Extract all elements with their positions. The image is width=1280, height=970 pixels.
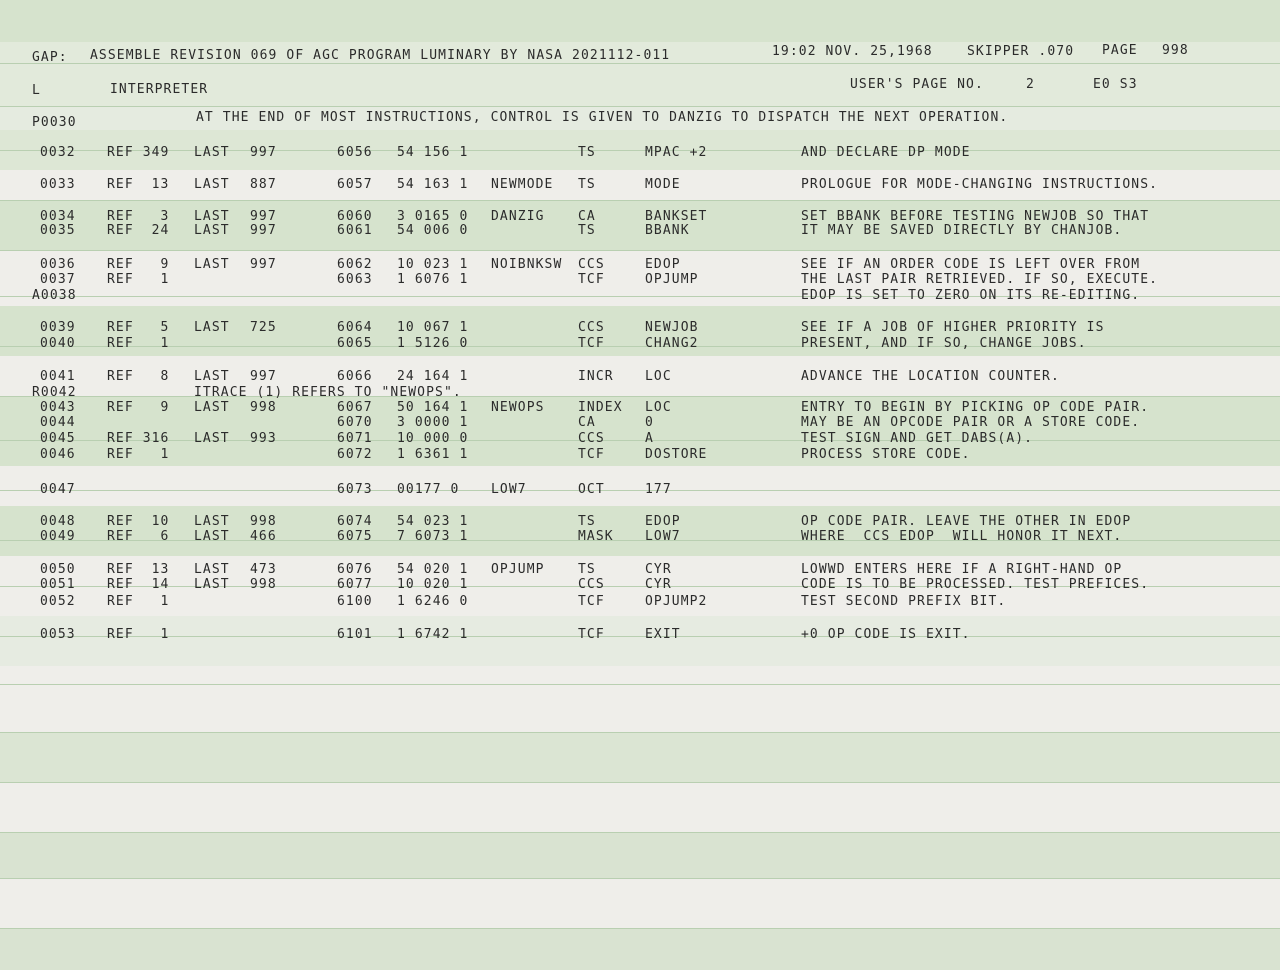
opcode: TCF [578,594,605,609]
symbol-label: NEWMODE [491,177,554,192]
opcode: TS [578,145,596,160]
address: 6100 [337,594,373,609]
address: 6057 [337,177,373,192]
ref-count: REF 9 [107,257,170,272]
operand: OPJUMP2 [645,594,708,609]
last-page: 998 [250,400,277,415]
header-l: L [32,83,41,98]
ref-count: REF 5 [107,320,170,335]
opcode: TCF [578,627,605,642]
opcode: TCF [578,272,605,287]
opcode: INDEX [578,400,623,415]
ref-count: REF 1 [107,627,170,642]
opcode: CA [578,415,596,430]
comment: SEE IF A JOB OF HIGHER PRIORITY IS [801,320,1105,335]
address: 6072 [337,447,373,462]
comment: LOWWD ENTERS HERE IF A RIGHT-HAND OP [801,562,1123,577]
sequence-number: 0051 [40,577,76,592]
address: 6076 [337,562,373,577]
opcode: OCT [578,482,605,497]
sequence-number: 0037 [40,272,76,287]
last-label: LAST [194,145,230,160]
object-code: 54 006 0 [397,223,469,238]
ref-count: REF 3 [107,209,170,224]
opcode: TS [578,514,596,529]
last-label: LAST [194,514,230,529]
ref-count: REF 14 [107,577,170,592]
comment: OP CODE PAIR. LEAVE THE OTHER IN EDOP [801,514,1132,529]
remark-text: AT THE END OF MOST INSTRUCTIONS, CONTROL IS GIVEN TO DANZIG TO DISPATCH THE NEXT OPERATION. [196,110,1009,125]
address: 6060 [337,209,373,224]
section-title: INTERPRETER [110,82,209,97]
sequence-number: 0053 [40,627,76,642]
operand: 0 [645,415,654,430]
comment: IT MAY BE SAVED DIRECTLY BY CHANJOB. [801,223,1123,238]
operand: LOC [645,400,672,415]
sequence-number: 0039 [40,320,76,335]
operand: CYR [645,577,672,592]
last-label: LAST [194,562,230,577]
header-eo: E0 S3 [1093,77,1138,92]
opcode: CA [578,209,596,224]
last-page: 725 [250,320,277,335]
object-code: 54 023 1 [397,514,469,529]
opcode: CCS [578,577,605,592]
address: 6064 [337,320,373,335]
comment: THE LAST PAIR RETRIEVED. IF SO, EXECUTE. [801,272,1159,287]
operand: LOW7 [645,529,681,544]
opcode: CCS [578,320,605,335]
comment: ADVANCE THE LOCATION COUNTER. [801,369,1060,384]
operand: A [645,431,654,446]
sequence-number: 0033 [40,177,76,192]
operand: 177 [645,482,672,497]
last-page: 993 [250,431,277,446]
comment: MAY BE AN OPCODE PAIR OR A STORE CODE. [801,415,1141,430]
last-page: 997 [250,369,277,384]
last-page: 997 [250,223,277,238]
last-page: 997 [250,257,277,272]
sequence-number: 0044 [40,415,76,430]
last-page: 998 [250,514,277,529]
address: 6066 [337,369,373,384]
symbol-label: OPJUMP [491,562,545,577]
ref-count: REF 13 [107,562,170,577]
object-code: 1 5126 0 [397,336,469,351]
last-label: LAST [194,529,230,544]
ref-count: REF 1 [107,336,170,351]
object-code: 54 020 1 [397,562,469,577]
operand: BBANK [645,223,690,238]
sequence-number: 0047 [40,482,76,497]
object-code: 10 000 0 [397,431,469,446]
last-page: 997 [250,209,277,224]
address: 6062 [337,257,373,272]
header-page-number: 998 [1162,43,1189,58]
address: 6077 [337,577,373,592]
sequence-number: 0046 [40,447,76,462]
opcode: CCS [578,257,605,272]
opcode: CCS [578,431,605,446]
last-label: LAST [194,431,230,446]
sequence-number: 0043 [40,400,76,415]
last-label: LAST [194,223,230,238]
sequence-number: 0034 [40,209,76,224]
symbol-label: LOW7 [491,482,527,497]
operand: BANKSET [645,209,708,224]
object-code: 54 163 1 [397,177,469,192]
last-page: 473 [250,562,277,577]
object-code: 10 023 1 [397,257,469,272]
last-label: LAST [194,177,230,192]
ref-count: REF 1 [107,272,170,287]
last-page: 997 [250,145,277,160]
operand: EDOP [645,514,681,529]
address: 6073 [337,482,373,497]
trace-note: ITRACE (1) REFERS TO "NEWOPS". [194,385,462,400]
comment: PROCESS STORE CODE. [801,447,971,462]
ref-count: REF 1 [107,447,170,462]
comment: SET BBANK BEFORE TESTING NEWJOB SO THAT [801,209,1150,224]
comment: CODE IS TO BE PROCESSED. TEST PREFICES. [801,577,1150,592]
ref-count: REF 9 [107,400,170,415]
comment: ENTRY TO BEGIN BY PICKING OP CODE PAIR. [801,400,1150,415]
opcode: TS [578,562,596,577]
operand: CYR [645,562,672,577]
sequence-number: 0045 [40,431,76,446]
operand: CHANG2 [645,336,699,351]
ref-count: REF 10 [107,514,170,529]
operand: MODE [645,177,681,192]
object-code: 1 6246 0 [397,594,469,609]
address: 6067 [337,400,373,415]
address: 6065 [337,336,373,351]
ref-count: REF 316 [107,431,170,446]
sequence-number: 0049 [40,529,76,544]
last-page: 998 [250,577,277,592]
comment: +0 OP CODE IS EXIT. [801,627,971,642]
last-label: LAST [194,257,230,272]
operand: EDOP [645,257,681,272]
ref-count: REF 8 [107,369,170,384]
object-code: 7 6073 1 [397,529,469,544]
ref-count: REF 349 [107,145,170,160]
last-label: LAST [194,209,230,224]
address: 6074 [337,514,373,529]
opcode: MASK [578,529,614,544]
sequence-number: R0042 [32,385,77,400]
object-code: 10 020 1 [397,577,469,592]
comment: TEST SECOND PREFIX BIT. [801,594,1007,609]
last-label: LAST [194,369,230,384]
operand: LOC [645,369,672,384]
operand: DOSTORE [645,447,708,462]
sequence-number: 0032 [40,145,76,160]
last-label: LAST [194,320,230,335]
comment: PRESENT, AND IF SO, CHANGE JOBS. [801,336,1087,351]
address: 6061 [337,223,373,238]
opcode: INCR [578,369,614,384]
sequence-number: 0041 [40,369,76,384]
sequence-number: 0048 [40,514,76,529]
sequence-number: 0050 [40,562,76,577]
header-timestamp: 19:02 NOV. 25,1968 [772,44,933,59]
sequence-number: 0040 [40,336,76,351]
address: 6063 [337,272,373,287]
opcode: TS [578,177,596,192]
object-code: 1 6076 1 [397,272,469,287]
object-code: 10 067 1 [397,320,469,335]
object-code: 00177 0 [397,482,460,497]
operand: MPAC +2 [645,145,708,160]
opcode: TCF [578,336,605,351]
ref-count: REF 24 [107,223,170,238]
address: 6070 [337,415,373,430]
comment: WHERE CCS EDOP WILL HONOR IT NEXT. [801,529,1123,544]
last-page: 466 [250,529,277,544]
header-gap: GAP: [32,50,68,65]
comment: EDOP IS SET TO ZERO ON ITS RE-EDITING. [801,288,1141,303]
opcode: TCF [578,447,605,462]
comment: AND DECLARE DP MODE [801,145,971,160]
address: 6071 [337,431,373,446]
last-label: LAST [194,577,230,592]
opcode: TS [578,223,596,238]
symbol-label: NEWOPS [491,400,545,415]
address: 6075 [337,529,373,544]
operand: OPJUMP [645,272,699,287]
address: 6101 [337,627,373,642]
sequence-number: 0036 [40,257,76,272]
object-code: 1 6361 1 [397,447,469,462]
comment: TEST SIGN AND GET DABS(A). [801,431,1034,446]
sequence-number: 0052 [40,594,76,609]
object-code: 1 6742 1 [397,627,469,642]
remark-tag: P0030 [32,115,77,130]
object-code: 24 164 1 [397,369,469,384]
comment: PROLOGUE FOR MODE-CHANGING INSTRUCTIONS. [801,177,1159,192]
address: 6056 [337,145,373,160]
object-code: 3 0000 1 [397,415,469,430]
header-title: ASSEMBLE REVISION 069 OF AGC PROGRAM LUMINARY BY NASA 2021112-011 [90,48,671,63]
last-label: LAST [194,400,230,415]
object-code: 54 156 1 [397,145,469,160]
sequence-number: A0038 [32,288,77,303]
operand: EXIT [645,627,681,642]
users-page-number: 2 [1026,77,1035,92]
users-page-label: USER'S PAGE NO. [850,77,984,92]
ref-count: REF 13 [107,177,170,192]
operand: NEWJOB [645,320,699,335]
object-code: 50 164 1 [397,400,469,415]
comment: SEE IF AN ORDER CODE IS LEFT OVER FROM [801,257,1141,272]
ref-count: REF 1 [107,594,170,609]
header-page-label: PAGE [1102,43,1138,58]
ref-count: REF 6 [107,529,170,544]
header-skipper: SKIPPER .070 [967,44,1075,59]
sequence-number: 0035 [40,223,76,238]
object-code: 3 0165 0 [397,209,469,224]
last-page: 887 [250,177,277,192]
symbol-label: NOIBNKSW [491,257,563,272]
symbol-label: DANZIG [491,209,545,224]
